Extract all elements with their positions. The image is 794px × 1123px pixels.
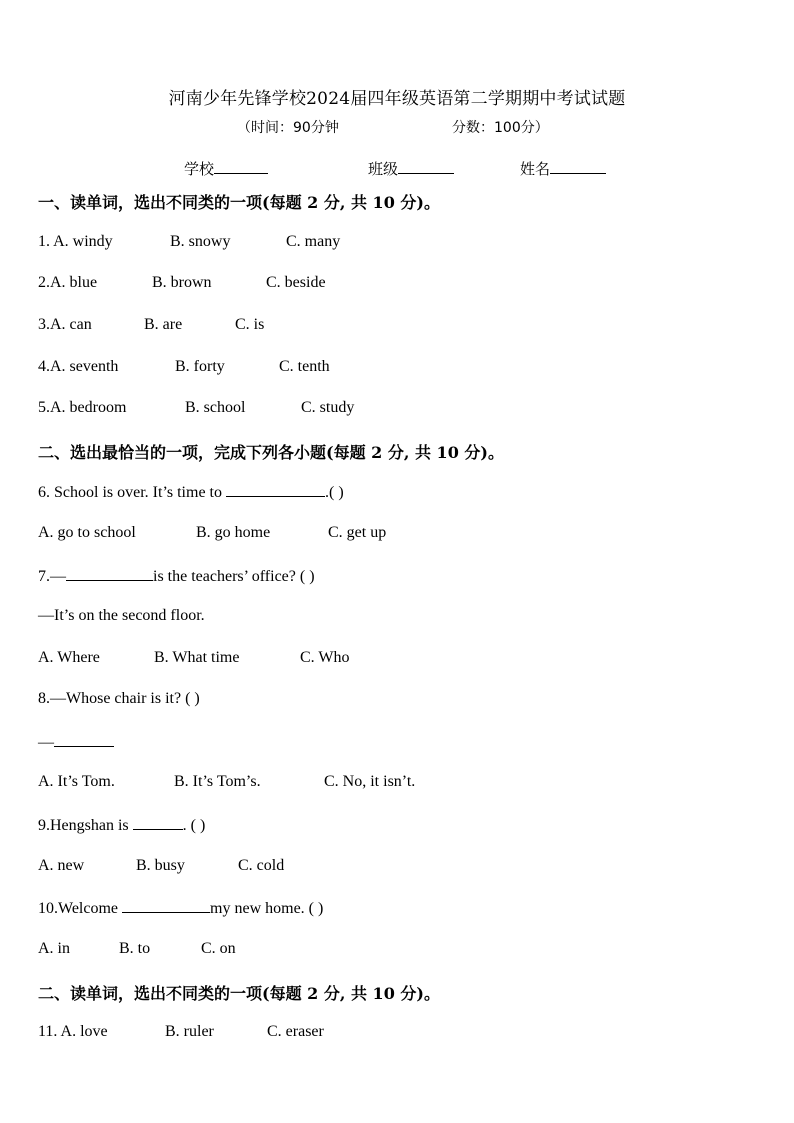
- name-blank: [550, 159, 606, 174]
- name-label: 姓名: [520, 160, 551, 178]
- q9-blank: [133, 815, 183, 830]
- q4-option-c: C. tenth: [279, 358, 330, 375]
- q8-option-c: C. No, it isn’t.: [324, 773, 416, 790]
- q9-option-b: B. busy: [136, 857, 185, 874]
- question-8-options: [38, 773, 415, 791]
- section-heading-1: 一、读单词，选出不同类的一项(每题 2 分, 共 10 分)。: [38, 193, 440, 212]
- question-9-options: [38, 857, 284, 875]
- q9-option-c: C. cold: [238, 857, 285, 874]
- name-field: [520, 158, 606, 179]
- q8-blank: [54, 732, 114, 747]
- q1-option-c: C. many: [286, 233, 341, 250]
- section-heading-3: 二、读单词，选出不同类的一项(每题 2 分, 共 10 分)。: [38, 984, 440, 1003]
- q10-stem-end: my new home. ( ): [210, 900, 324, 917]
- question-1: [38, 233, 340, 251]
- q3-option-a: 3.A. can: [38, 316, 92, 333]
- q6-blank: [226, 482, 325, 497]
- q10-blank: [122, 898, 210, 913]
- q7-blank: [66, 566, 153, 581]
- q8-dash: —: [38, 734, 54, 751]
- time-label: （时间：90分钟: [237, 120, 339, 136]
- q7-stem-start: 7.—: [38, 568, 66, 585]
- q2-option-b: B. brown: [152, 274, 212, 291]
- q11-option-b: B. ruler: [165, 1023, 214, 1040]
- question-5: [38, 399, 354, 417]
- q10-stem-start: 10.Welcome: [38, 900, 123, 917]
- q9-stem-start: 9.Hengshan is: [38, 817, 133, 834]
- q9-option-a: A. new: [38, 857, 85, 874]
- question-6-stem: [38, 482, 344, 502]
- question-7-answer: —It’s on the second floor.: [38, 607, 205, 624]
- q6-option-c: C. get up: [328, 524, 387, 541]
- score-label: 分数：100分）: [452, 120, 549, 136]
- q10-option-a: A. in: [38, 940, 70, 957]
- q2-option-c: C. beside: [266, 274, 326, 291]
- q4-option-b: B. forty: [175, 358, 225, 375]
- q7-option-b: B. What time: [154, 649, 240, 666]
- q6-stem-end: .( ): [325, 484, 344, 501]
- q11-option-c: C. eraser: [267, 1023, 324, 1040]
- q1-option-a: 1. A. windy: [38, 233, 113, 250]
- q7-option-a: A. Where: [38, 649, 100, 666]
- q7-stem-end: is the teachers’ office? ( ): [153, 568, 315, 585]
- q5-option-a: 5.A. bedroom: [38, 399, 127, 416]
- section-heading-2: 二、选出最恰当的一项，完成下列各小题(每题 2 分, 共 10 分)。: [38, 443, 504, 462]
- q2-option-a: 2.A. blue: [38, 274, 98, 291]
- question-9-stem: [38, 815, 205, 835]
- q6-stem-start: 6. School is over. It’s time to: [38, 484, 226, 501]
- q5-option-b: B. school: [185, 399, 246, 416]
- q6-option-b: B. go home: [196, 524, 271, 541]
- q4-option-a: 4.A. seventh: [38, 358, 119, 375]
- q8-option-b: B. It’s Tom’s.: [174, 773, 261, 790]
- q1-option-b: B. snowy: [170, 233, 231, 250]
- q3-option-c: C. is: [235, 316, 265, 333]
- question-10-options: [38, 940, 236, 958]
- question-8-stem: 8.—Whose chair is it? ( ): [38, 690, 200, 707]
- class-blank: [398, 159, 454, 174]
- q6-option-a: A. go to school: [38, 524, 136, 541]
- question-2: [38, 274, 326, 292]
- q8-option-a: A. It’s Tom.: [38, 773, 115, 790]
- school-blank: [214, 159, 268, 174]
- q11-option-a: 11. A. love: [38, 1023, 108, 1040]
- question-11: [38, 1023, 324, 1041]
- question-7-stem: [38, 566, 315, 586]
- class-label: 班级: [368, 160, 399, 178]
- q7-option-c: C. Who: [300, 649, 350, 666]
- q5-option-c: C. study: [301, 399, 355, 416]
- question-8-answer-line: [38, 732, 114, 752]
- q10-option-b: B. to: [119, 940, 151, 957]
- question-4: [38, 358, 330, 376]
- class-field: [368, 158, 454, 179]
- question-10-stem: [38, 898, 323, 918]
- question-3: [38, 316, 264, 334]
- q10-option-c: C. on: [201, 940, 236, 957]
- page-title: 河南少年先锋学校2024届四年级英语第二学期期中考试试题: [168, 89, 626, 109]
- q3-option-b: B. are: [144, 316, 183, 333]
- question-7-options: [38, 649, 349, 667]
- school-field: [184, 158, 268, 179]
- school-label: 学校: [184, 160, 215, 178]
- question-6-options: [38, 524, 386, 542]
- q9-stem-end: . ( ): [182, 817, 206, 834]
